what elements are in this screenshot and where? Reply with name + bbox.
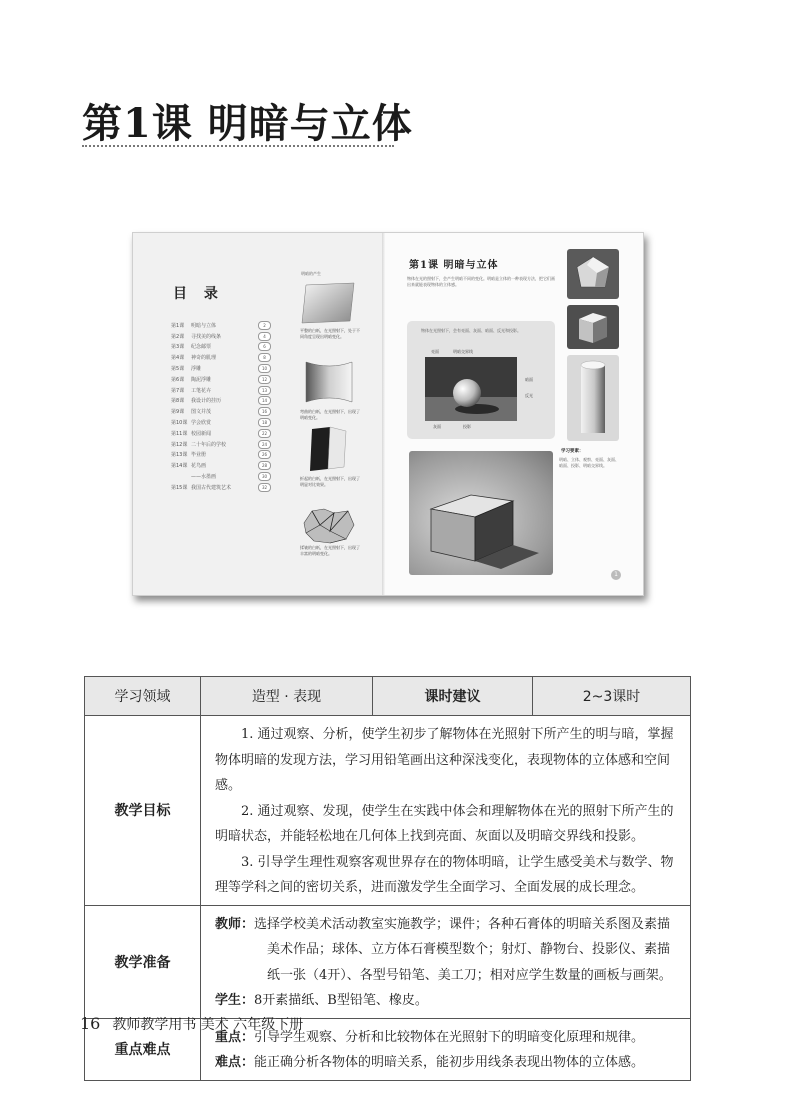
toc-item-name: 陶泥浮雕 (191, 376, 212, 383)
toc-item-name: ——水墨画 (191, 474, 217, 481)
toc-item-number: 第1课 (171, 322, 185, 329)
toc-item-name: 工笔花卉 (191, 387, 212, 394)
toc-item (171, 363, 271, 374)
goals-label: 教学目标 (85, 716, 201, 906)
toc-item-page: 28 (258, 461, 271, 470)
toc-item-number: 第11课 (171, 430, 188, 437)
toc-item-name: 寻找美的线条 (191, 333, 222, 340)
prep-student-tag: 学生： (215, 993, 255, 1008)
toc-item-page: 12 (258, 375, 271, 384)
toc-item-page: 4 (258, 332, 271, 341)
table-header-row (85, 677, 691, 716)
toc-item-page: 10 (258, 364, 271, 373)
toc-item-name: 明暗与立体 (191, 322, 217, 329)
toc-item-page: 18 (258, 418, 271, 427)
toc-item (171, 374, 271, 385)
difficult-point-text: 能正确分析各物体的明暗关系，能初步用线条表现出物体的立体感。 (254, 1055, 645, 1070)
caption-header: 明暗的产生 (301, 271, 321, 276)
toc-item (171, 460, 271, 471)
caption-folded-paper: 折起的白纸，在光照射下，出现了明显对比效果。 (300, 476, 360, 487)
toc-item (171, 417, 271, 428)
toc-item-page: 24 (258, 440, 271, 449)
toc-item-page: 13 (258, 386, 271, 395)
label-gray: 灰面 (433, 424, 441, 429)
crumpled-paper-photo (300, 505, 356, 545)
prep-content (201, 905, 691, 1018)
hours-label: 课时建议 (373, 677, 533, 716)
toc-item-name: 毕业册 (191, 452, 207, 459)
lighting-diagram-box (407, 321, 555, 439)
sphere-lighting-photo (425, 357, 517, 421)
footer-page-number: 16 (80, 1014, 101, 1033)
toc-item-page: 8 (258, 353, 271, 362)
curved-paper-photo (300, 358, 356, 406)
toc-item-number: 第14课 (171, 463, 188, 470)
toc-item (171, 439, 271, 450)
goals-content (201, 716, 691, 906)
prep-label: 教学准备 (85, 905, 201, 1018)
toc-item (171, 471, 271, 482)
toc-item-name: 我国古代建筑艺术 (191, 484, 232, 491)
toc-item-name: 花鸟画 (191, 463, 207, 470)
goal-3: 3. 引导学生理性观察客观世界存在的物体明暗，让学生感受美术与数学、物理等学科之间的密切关系，进而激发学生全面学习、全面发展的成长理念。 (215, 854, 674, 895)
field-label: 学习领域 (85, 677, 201, 716)
key-point-tag: 重点： (215, 1029, 255, 1045)
prep-student-text: 8开素描纸、B型铅笔、橡皮。 (254, 993, 428, 1008)
label-reflected: 反光 (525, 393, 533, 398)
right-page-title: 第1课 明暗与立体 (409, 260, 499, 271)
toc-item-page: 26 (258, 450, 271, 459)
toc-item-name: 二十年后的学校 (191, 441, 227, 448)
toc-item (171, 331, 271, 342)
page-footer (80, 1014, 303, 1034)
label-dark: 暗面 (525, 377, 533, 382)
toc-item (171, 396, 271, 407)
toc-item-name: 纪念邮票 (191, 344, 212, 351)
toc-item-name: 校园新闻 (191, 430, 212, 437)
learning-elements-text: 明暗、立体、观察、亮面、灰面、暗面、投影、明暗交界线。 (559, 457, 619, 468)
toc-item-name: 我设计的挂历 (191, 398, 222, 405)
spread-left-page (133, 233, 385, 595)
cube-photo (567, 305, 619, 349)
toc-item-name: 神奇的肌理 (191, 355, 217, 362)
toc-item (171, 482, 271, 493)
spread-page-number: 1 (611, 570, 621, 580)
toc-item (171, 450, 271, 461)
field-value: 造型 · 表现 (201, 677, 373, 716)
cube-sketch-drawing (409, 451, 553, 575)
toc-item-number: 第8课 (171, 398, 185, 405)
toc-item-page: 2 (258, 321, 271, 330)
toc-item-number: 第5课 (171, 366, 185, 373)
toc-item-number: 第15课 (171, 484, 188, 491)
toc-item-page: 32 (258, 483, 271, 492)
toc-item-number: 第13课 (171, 452, 188, 459)
goals-row (85, 716, 691, 906)
label-bright: 亮面 (431, 349, 439, 354)
toc-title: 目 录 (173, 286, 224, 302)
goal-1: 1. 通过观察、分析，使学生初步了解物体在光照射下所产生的明与暗，掌握物体明暗的发现方法，学习用铅笔画出这种深浅变化，表现物体的立体感和空间感。 (215, 727, 674, 793)
toc-item-number: 第2课 (171, 333, 185, 340)
label-terminator: 明暗交界线 (453, 349, 473, 354)
toc-item-page: 22 (258, 429, 271, 438)
toc-item-number: 第9课 (171, 409, 185, 416)
folded-paper-photo (300, 425, 356, 473)
label-shadow: 投影 (463, 424, 471, 429)
toc-item-number: 第3课 (171, 344, 185, 351)
toc-item-number: 第7课 (171, 387, 185, 394)
toc-item-number: 第4课 (171, 355, 185, 362)
toc-item (171, 352, 271, 363)
key-point-text: 引导学生观察、分析和比较物体在光照射下的明暗变化原理和规律。 (254, 1029, 645, 1045)
goal-2: 2. 通过观察、发现，使学生在实践中体会和理解物体在光的照射下所产生的明暗状态，并能轻松地在几何体上找到亮面、灰面以及明暗交界线和投影。 (215, 803, 674, 844)
toc-item-page: 16 (258, 407, 271, 416)
lesson-title: 第1课 明暗与立体 (82, 100, 413, 147)
difficult-point-tag: 难点： (215, 1055, 255, 1070)
hours-value: 2~3课时 (533, 677, 691, 716)
caption-flat-paper: 平整的白纸，在光照射下，处于不同角度呈现出明暗变化。 (300, 328, 360, 339)
footer-book-title: 教师教学用书 美术 六年级下册 (112, 1017, 304, 1033)
dodecahedron-photo (567, 249, 619, 299)
toc-item-page: 30 (258, 472, 271, 481)
toc-item (171, 342, 271, 353)
prep-teacher-tag: 教师： (215, 916, 255, 932)
prep-teacher (215, 912, 680, 989)
toc-item (171, 385, 271, 396)
prep-student (215, 988, 680, 1014)
difficult-point (215, 1050, 680, 1076)
cylinder-photo (567, 355, 619, 441)
caption-crumpled-paper: 揉皱的白纸，在光照射下，出现了丰富的明暗变化。 (300, 545, 360, 556)
toc-list (171, 320, 271, 493)
toc-item (171, 406, 271, 417)
right-page-intro: 物体在光的照射下，会产生明暗不同的变化。明暗是立体的一种表现方法，把它们画出来就能表现物体的立体感。 (407, 276, 555, 287)
learning-elements-title: 学习要素： (561, 449, 584, 454)
toc-item-name: 图文并茂 (191, 409, 212, 416)
toc-item-number: 第6课 (171, 376, 185, 383)
spread-right-page (385, 233, 643, 595)
textbook-spread-image (132, 232, 644, 596)
lighting-caption: 物体在光照射下，会有亮面、灰面、暗面、反光和投影。 (421, 328, 521, 333)
flat-paper-photo (300, 281, 356, 325)
prep-teacher-text: 选择学校美术活动教室实施教学；课件；各种石膏体的明暗关系图及素描美术作品；球体、立方体石膏模型数个；射灯、静物台、投影仪、素描纸一张（4开）、各型号铅笔、美工刀；相对应学生数量的画板与画架。 (254, 916, 672, 983)
caption-curved-paper: 弯曲的白纸，在光照射下，出现了明暗变化。 (300, 409, 360, 420)
prep-row (85, 905, 691, 1018)
toc-item (171, 428, 271, 439)
toc-item (171, 320, 271, 331)
toc-item-page: 14 (258, 396, 271, 405)
toc-item-number: 第10课 (171, 420, 188, 427)
toc-item-page: 6 (258, 342, 271, 351)
toc-item-name: 浮雕 (191, 366, 202, 373)
key-label: 重点难点 (85, 1018, 201, 1080)
toc-item-name: 学会欣赏 (191, 420, 212, 427)
title-dotted-rule (82, 145, 394, 147)
toc-item-number: 第12课 (171, 441, 188, 448)
